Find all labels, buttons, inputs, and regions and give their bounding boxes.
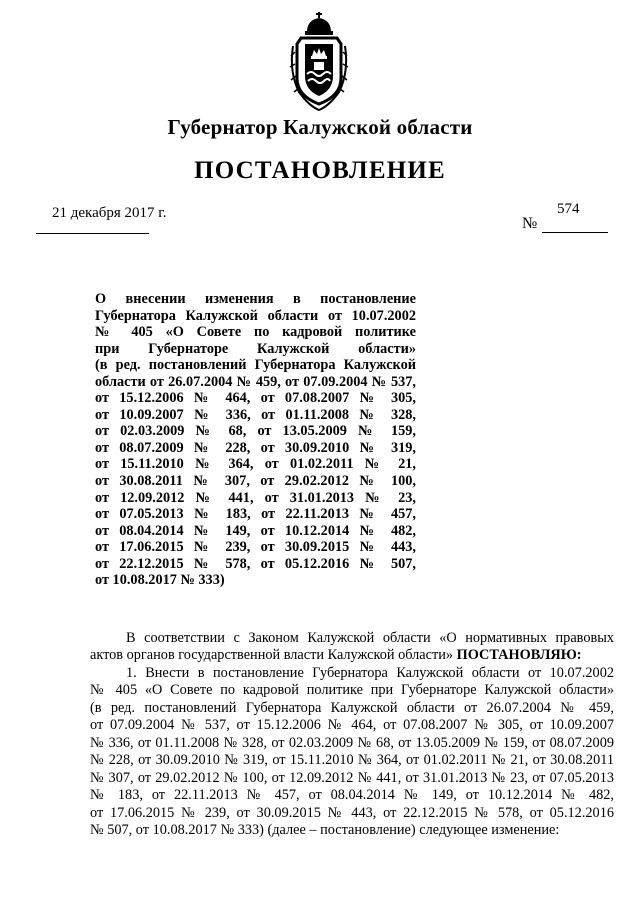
- title-line: от 15.12.2006 № 464, от 07.08.2007 № 305,: [95, 390, 416, 407]
- preamble-line: В соответствии с Законом Калужской области «О нормативных правовых: [126, 630, 614, 646]
- title-line: от 22.12.2015 № 578, от 05.12.2016 № 507,: [95, 555, 416, 572]
- title-line: от 30.08.2011 № 307, от 29.02.2012 № 100,: [95, 473, 416, 490]
- item-1-line: (в ред. постановлений Губернатора Калужской области от 26.07.2004 № 459,: [90, 699, 614, 716]
- item-1-line: № 336, от 01.11.2008 № 328, от 02.03.2009 № 68, от 13.05.2009 № 159, от 08.07.2009: [90, 734, 614, 751]
- title-line: от 07.05.2013 № 183, от 22.11.2013 № 457,: [95, 506, 416, 523]
- document-type-heading: ПОСТАНОВЛЕНИЕ: [194, 157, 446, 184]
- title-line: при Губернаторе Калужской области»: [95, 340, 416, 357]
- item-1-line: № 307, от 29.02.2012 № 100, от 12.09.2012 № 441, от 31.01.2013 № 23, от 07.05.2013: [90, 769, 614, 786]
- issuing-authority: Губернатор Калужской области: [167, 115, 473, 139]
- title-line: от 12.09.2012 № 441, от 31.01.2013 № 23,: [95, 489, 416, 506]
- item-1-line: от 17.06.2015 № 239, от 30.09.2015 № 443, от 22.12.2015 № 578, от 05.12.2016: [90, 804, 614, 821]
- number-underline: [542, 232, 608, 233]
- item-1-line: от 07.09.2004 № 537, от 15.12.2006 № 464, от 07.08.2007 № 305, от 10.09.2007: [90, 717, 614, 734]
- document-body: [90, 630, 614, 839]
- document-date: 21 декабря 2017 г.: [52, 205, 167, 221]
- preamble-text: актов органов государственной власти Калужской области»: [90, 647, 454, 664]
- title-line: от 10.08.2017 № 333): [95, 572, 225, 589]
- item-1-line: 1. Внести в постановление Губернатора Калужской области от 10.07.2002: [126, 664, 614, 681]
- title-line: от 08.04.2014 № 149, от 10.12.2014 № 482,: [95, 522, 416, 539]
- title-line: № 405 «О Совете по кадровой политике: [95, 324, 416, 341]
- title-line: Губернатора Калужской области от 10.07.2002: [95, 307, 416, 324]
- title-line: области от 26.07.2004 № 459, от 07.09.2004 № 537,: [95, 373, 416, 390]
- number-sign: №: [522, 215, 538, 232]
- kaluga-coat-of-arms-icon: [285, 12, 353, 112]
- title-line: от 15.11.2010 № 364, от 01.02.2011 № 21,: [95, 456, 416, 473]
- title-line: от 02.03.2009 № 68, от 13.05.2009 № 159,: [95, 423, 416, 440]
- preamble-line: [90, 647, 614, 664]
- title-line: от 10.09.2007 № 336, от 01.11.2008 № 328,: [95, 406, 416, 423]
- item-1-line: № 183, от 22.11.2013 № 457, от 08.04.2014 № 149, от 10.12.2014 № 482,: [90, 787, 614, 804]
- date-underline: [36, 233, 149, 234]
- document-number: 574: [557, 201, 580, 217]
- title-line: О внесении изменения в постановление: [95, 291, 416, 307]
- title-line: (в ред. постановлений Губернатора Калужской: [95, 357, 416, 374]
- title-line: от 08.07.2009 № 228, от 30.09.2010 № 319,: [95, 439, 416, 456]
- decree-word: ПОСТАНОВЛЯЮ:: [456, 647, 582, 664]
- title-line: от 17.06.2015 № 239, от 30.09.2015 № 443,: [95, 539, 416, 556]
- item-1-line: № 507, от 10.08.2017 № 333) (далее – постановление) следующее изменение:: [90, 821, 560, 838]
- item-1-line: № 405 «О Совете по кадровой политике при Губернаторе Калужской области»: [90, 682, 614, 699]
- item-1-line: № 228, от 30.09.2010 № 319, от 15.11.2010 № 364, от 01.02.2011 № 21, от 30.08.2011: [90, 752, 614, 769]
- document-title: [95, 291, 416, 589]
